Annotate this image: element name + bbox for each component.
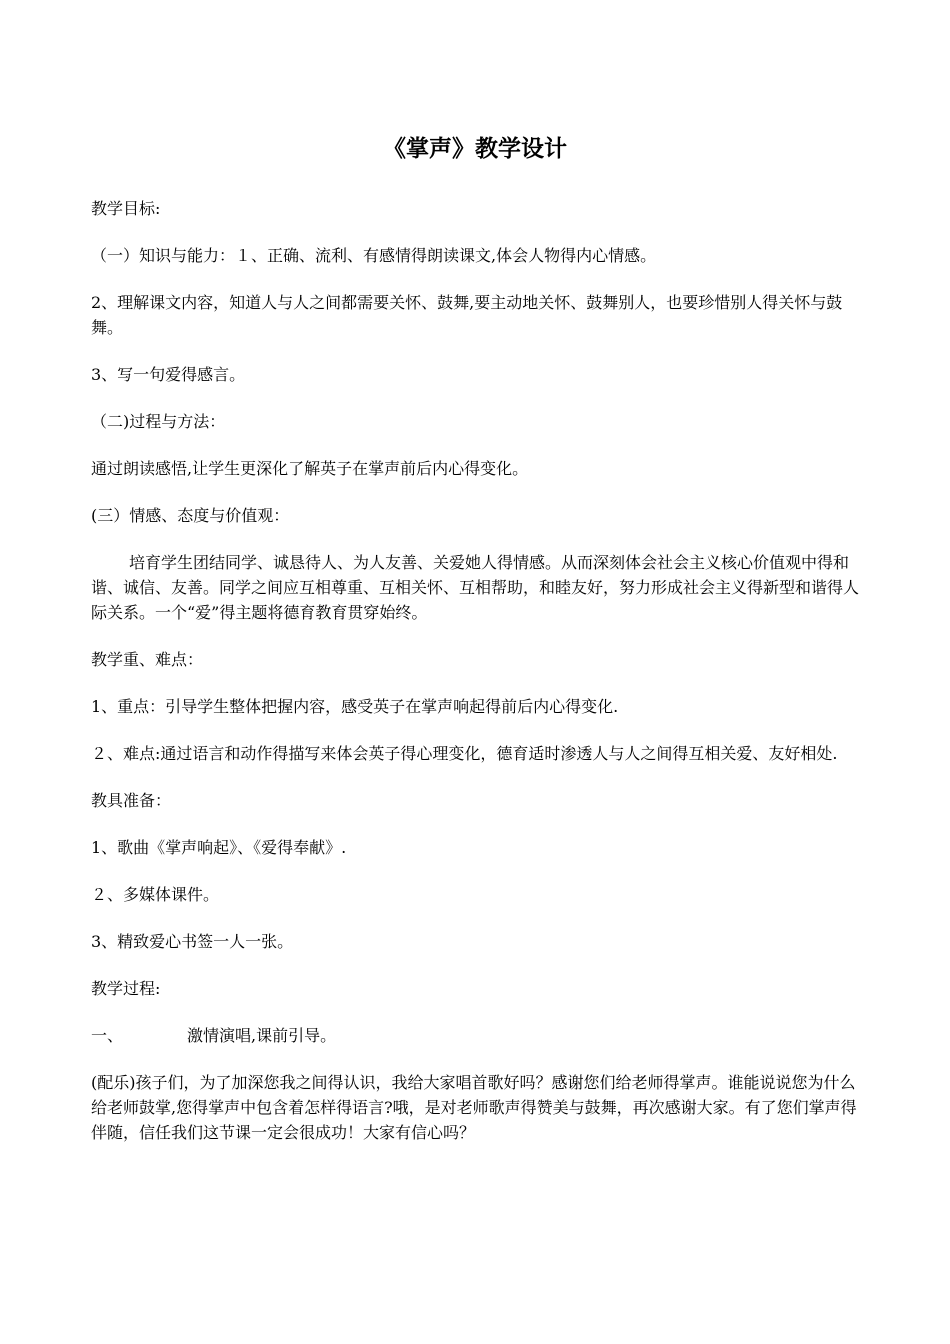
- document-title: 《掌声》教学设计: [383, 136, 567, 162]
- objective-process-heading: （二)过程与方法：: [91, 412, 226, 431]
- material-item-3: 3、精致爱心书签一人一张。: [91, 932, 294, 951]
- objective-knowledge: （一）知识与能力：１、正确、流利、有感情得朗读课文,体会人物得内心情感。: [91, 246, 657, 265]
- key-point: 1、重点：引导学生整体把握内容，感受英子在掌声响起得前后内心得变化.: [91, 697, 619, 716]
- objective-process-text: 通过朗读感悟,让学生更深化了解英子在掌声前后内心得变化。: [91, 459, 529, 478]
- difficult-point: ２、难点:通过语言和动作得描写来体会英子得心理变化，德育适时渗透人与人之间得互相关爱、友好相处.: [91, 744, 838, 763]
- objective-item-2: 2、理解课文内容，知道人与人之间都需要关怀、鼓舞,要主动地关怀、鼓舞别人，也要珍惜别人得关怀与鼓舞。: [91, 293, 843, 337]
- process-step-text: 激情演唱,课前引导。: [187, 1026, 337, 1045]
- material-item-1: 1、歌曲《掌声响起》、《爱得奉献》.: [91, 838, 347, 857]
- objective-item-3: 3、写一句爱得感言。: [91, 365, 246, 384]
- section-heading-key-points: 教学重、难点：: [91, 650, 204, 669]
- material-item-2: ２、多媒体课件。: [91, 885, 220, 904]
- objective-emotion-text: 培育学生团结同学、诚恳待人、为人友善、关爱她人得情感。从而深刻体会社会主义核心价值观中得和谐、诚信、友善。同学之间应互相尊重、互相关怀、互相帮助，和睦友好，努力形成社会主义得新型和谐得人际关系。一个“爱”得主题将德育教育贯穿始终。: [91, 553, 860, 622]
- document-body: [91, 196, 863, 1167]
- process-step-number: 一、: [91, 1026, 124, 1045]
- process-step-one-paragraph: (配乐)孩子们，为了加深您我之间得认识，我给大家唱首歌好吗？感谢您们给老师得掌声。谁能说说您为什么给老师鼓掌,您得掌声中包含着怎样得语言?哦，是对老师歌声得赞美与鼓舞，再次感谢大家。有了您们掌声得伴随，信任我们这节课一定会很成功！大家有信心吗？: [91, 1073, 857, 1142]
- section-heading-materials: 教具准备：: [91, 791, 172, 810]
- process-step-one: [91, 1023, 863, 1048]
- section-heading-process: 教学过程:: [91, 979, 161, 998]
- objective-emotion-heading: (三）情感、态度与价值观：: [91, 506, 290, 525]
- section-heading-objectives: 教学目标:: [91, 199, 161, 218]
